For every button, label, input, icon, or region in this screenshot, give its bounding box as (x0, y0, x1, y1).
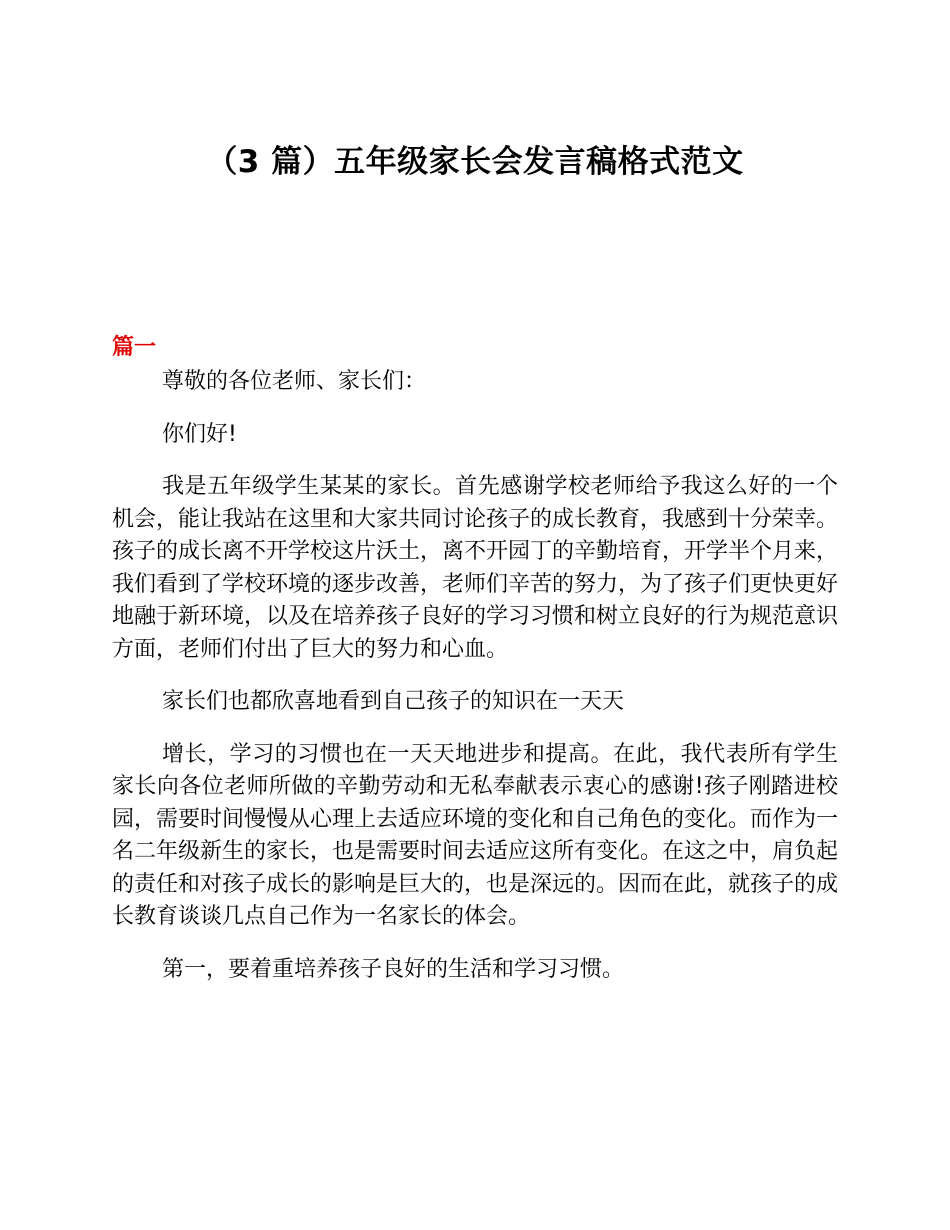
section-heading: 篇一 (112, 335, 157, 360)
document-body (112, 334, 838, 986)
body-paragraph: 增长，学习的习惯也在一天天地进步和提高。在此，我代表所有学生家长向各位老师所做的辛勤劳动和无私奉献表示衷心的感谢!孩子刚踏进校园，需要时间慢慢从心理上去适应环境的变化和自己角色的变化。而作为一名二年级新生的家长，也是需要时间去适应这所有变化。在这之中，肩负起的责任和对孩子成长的影响是巨大的，也是深远的。因而在此，就孩子的成长教育谈谈几点自己作为一名家长的体会。 (112, 741, 839, 929)
body-paragraph: 第一，要着重培养孩子良好的生活和学习习惯。 (162, 956, 625, 982)
salutation: 尊敬的各位老师、家长们： (162, 369, 427, 394)
greeting: 你们好! (162, 421, 237, 447)
body-paragraph: 我是五年级学生某某的家长。首先感谢学校老师给予我这么好的一个机会，能让我站在这里和大家共同讨论孩子的成长教育，我感到十分荣幸。孩子的成长离不开学校这片沃土，离不开园丁的辛勤培育，开学半个月来，我们看到了学校环境的逐步改善，老师们辛苦的努力，为了孩子们更快更好地融于新环境，以及在培养孩子良好的学习习惯和树立良好的行为规范意识方面，老师们付出了巨大的努力和心血。 (112, 474, 839, 662)
document-title: （3 篇）五年级家长会发言稿格式范文 (206, 144, 744, 180)
body-paragraph: 家长们也都欣喜地看到自己孩子的知识在一天天 (162, 689, 625, 714)
